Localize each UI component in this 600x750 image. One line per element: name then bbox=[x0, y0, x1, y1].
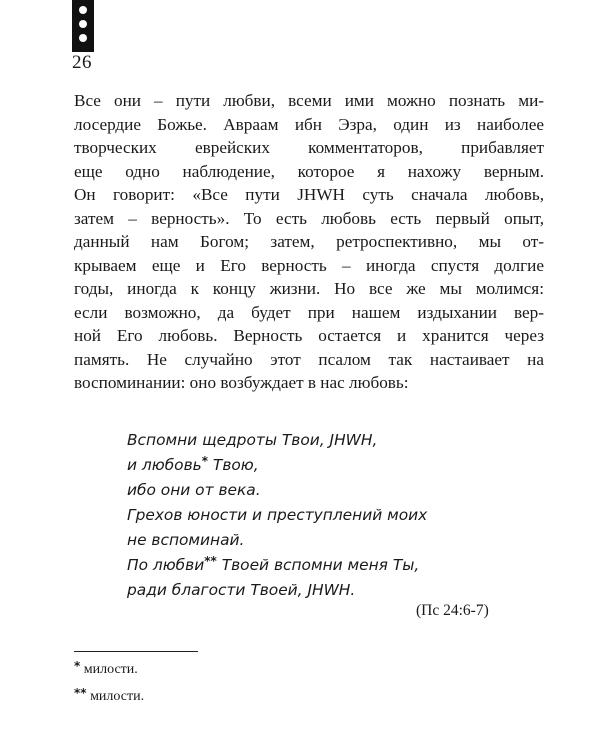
verse-line: Грехов юности и преступлений моих bbox=[127, 506, 428, 524]
ornament-dot bbox=[79, 34, 87, 42]
paragraph-line: еще одно наблюдение, которое я нахожу верным. bbox=[74, 161, 544, 181]
footnote-ref: ** bbox=[204, 554, 217, 568]
footnote bbox=[74, 659, 138, 678]
footnote-mark: ** bbox=[74, 686, 87, 700]
verse-text: Твоей вспомни меня Ты, bbox=[216, 556, 420, 574]
ornament-dot bbox=[79, 6, 87, 14]
verse-line: ибо они от века. bbox=[127, 481, 261, 499]
footnote-mark: * bbox=[74, 659, 81, 673]
verse-line bbox=[127, 553, 427, 578]
footnote-text: милости. bbox=[86, 689, 145, 704]
verse-line: Вспомни щедроты Твои, JHWH, bbox=[127, 431, 378, 449]
verse-citation: (Пс 24:6-7) bbox=[416, 602, 489, 619]
paragraph-line: годы, иногда к концу жизни. Но все же мы молимся: bbox=[74, 279, 544, 298]
paragraph-line: Все они – пути любви, всеми ими можно познать ми- bbox=[74, 91, 544, 110]
paragraph-line: ной Его любовь. Верность остается и хранится через bbox=[74, 326, 544, 345]
footnote-ref: * bbox=[201, 454, 209, 468]
paragraph-line: Он говорит: «Все пути JHWH суть сначала любовь, bbox=[74, 185, 544, 204]
verse-line: не вспоминай. bbox=[127, 531, 245, 549]
footnote-text: милости. bbox=[80, 662, 138, 677]
verse-line bbox=[127, 453, 427, 478]
footnote-divider bbox=[74, 651, 198, 652]
page-ornament bbox=[72, 0, 94, 52]
ornament-dot bbox=[79, 20, 87, 28]
verse-line: ради благости Твоей, JHWH. bbox=[127, 581, 356, 599]
paragraph-line: творческих еврейских комментаторов, прибавляет bbox=[74, 138, 544, 157]
paragraph-line: данный нам Богом; затем, ретроспективно, мы от- bbox=[74, 232, 544, 251]
paragraph-line: если возможно, да будет при нашем издыхании вер- bbox=[74, 302, 544, 322]
psalm-quote bbox=[127, 428, 427, 603]
paragraph-line: затем – верность». То есть любовь есть первый опыт, bbox=[74, 208, 544, 228]
paragraph-line: воспоминании: оно возбуждает в нас любовь: bbox=[74, 373, 409, 392]
verse-text: и любовь bbox=[127, 456, 202, 474]
paragraph-line: лосердие Божье. Авраам ибн Эзра, один из наиболее bbox=[74, 114, 544, 134]
paragraph-line: крываем еще и Его верность – иногда спустя долгие bbox=[74, 255, 544, 275]
footnote bbox=[74, 686, 144, 705]
verse-text: Твою, bbox=[208, 456, 259, 474]
page-number: 26 bbox=[72, 52, 92, 73]
verse-text: По любви bbox=[127, 556, 205, 574]
body-paragraph bbox=[74, 89, 544, 395]
paragraph-line: память. Не случайно этот псалом так настаивает на bbox=[74, 349, 544, 369]
